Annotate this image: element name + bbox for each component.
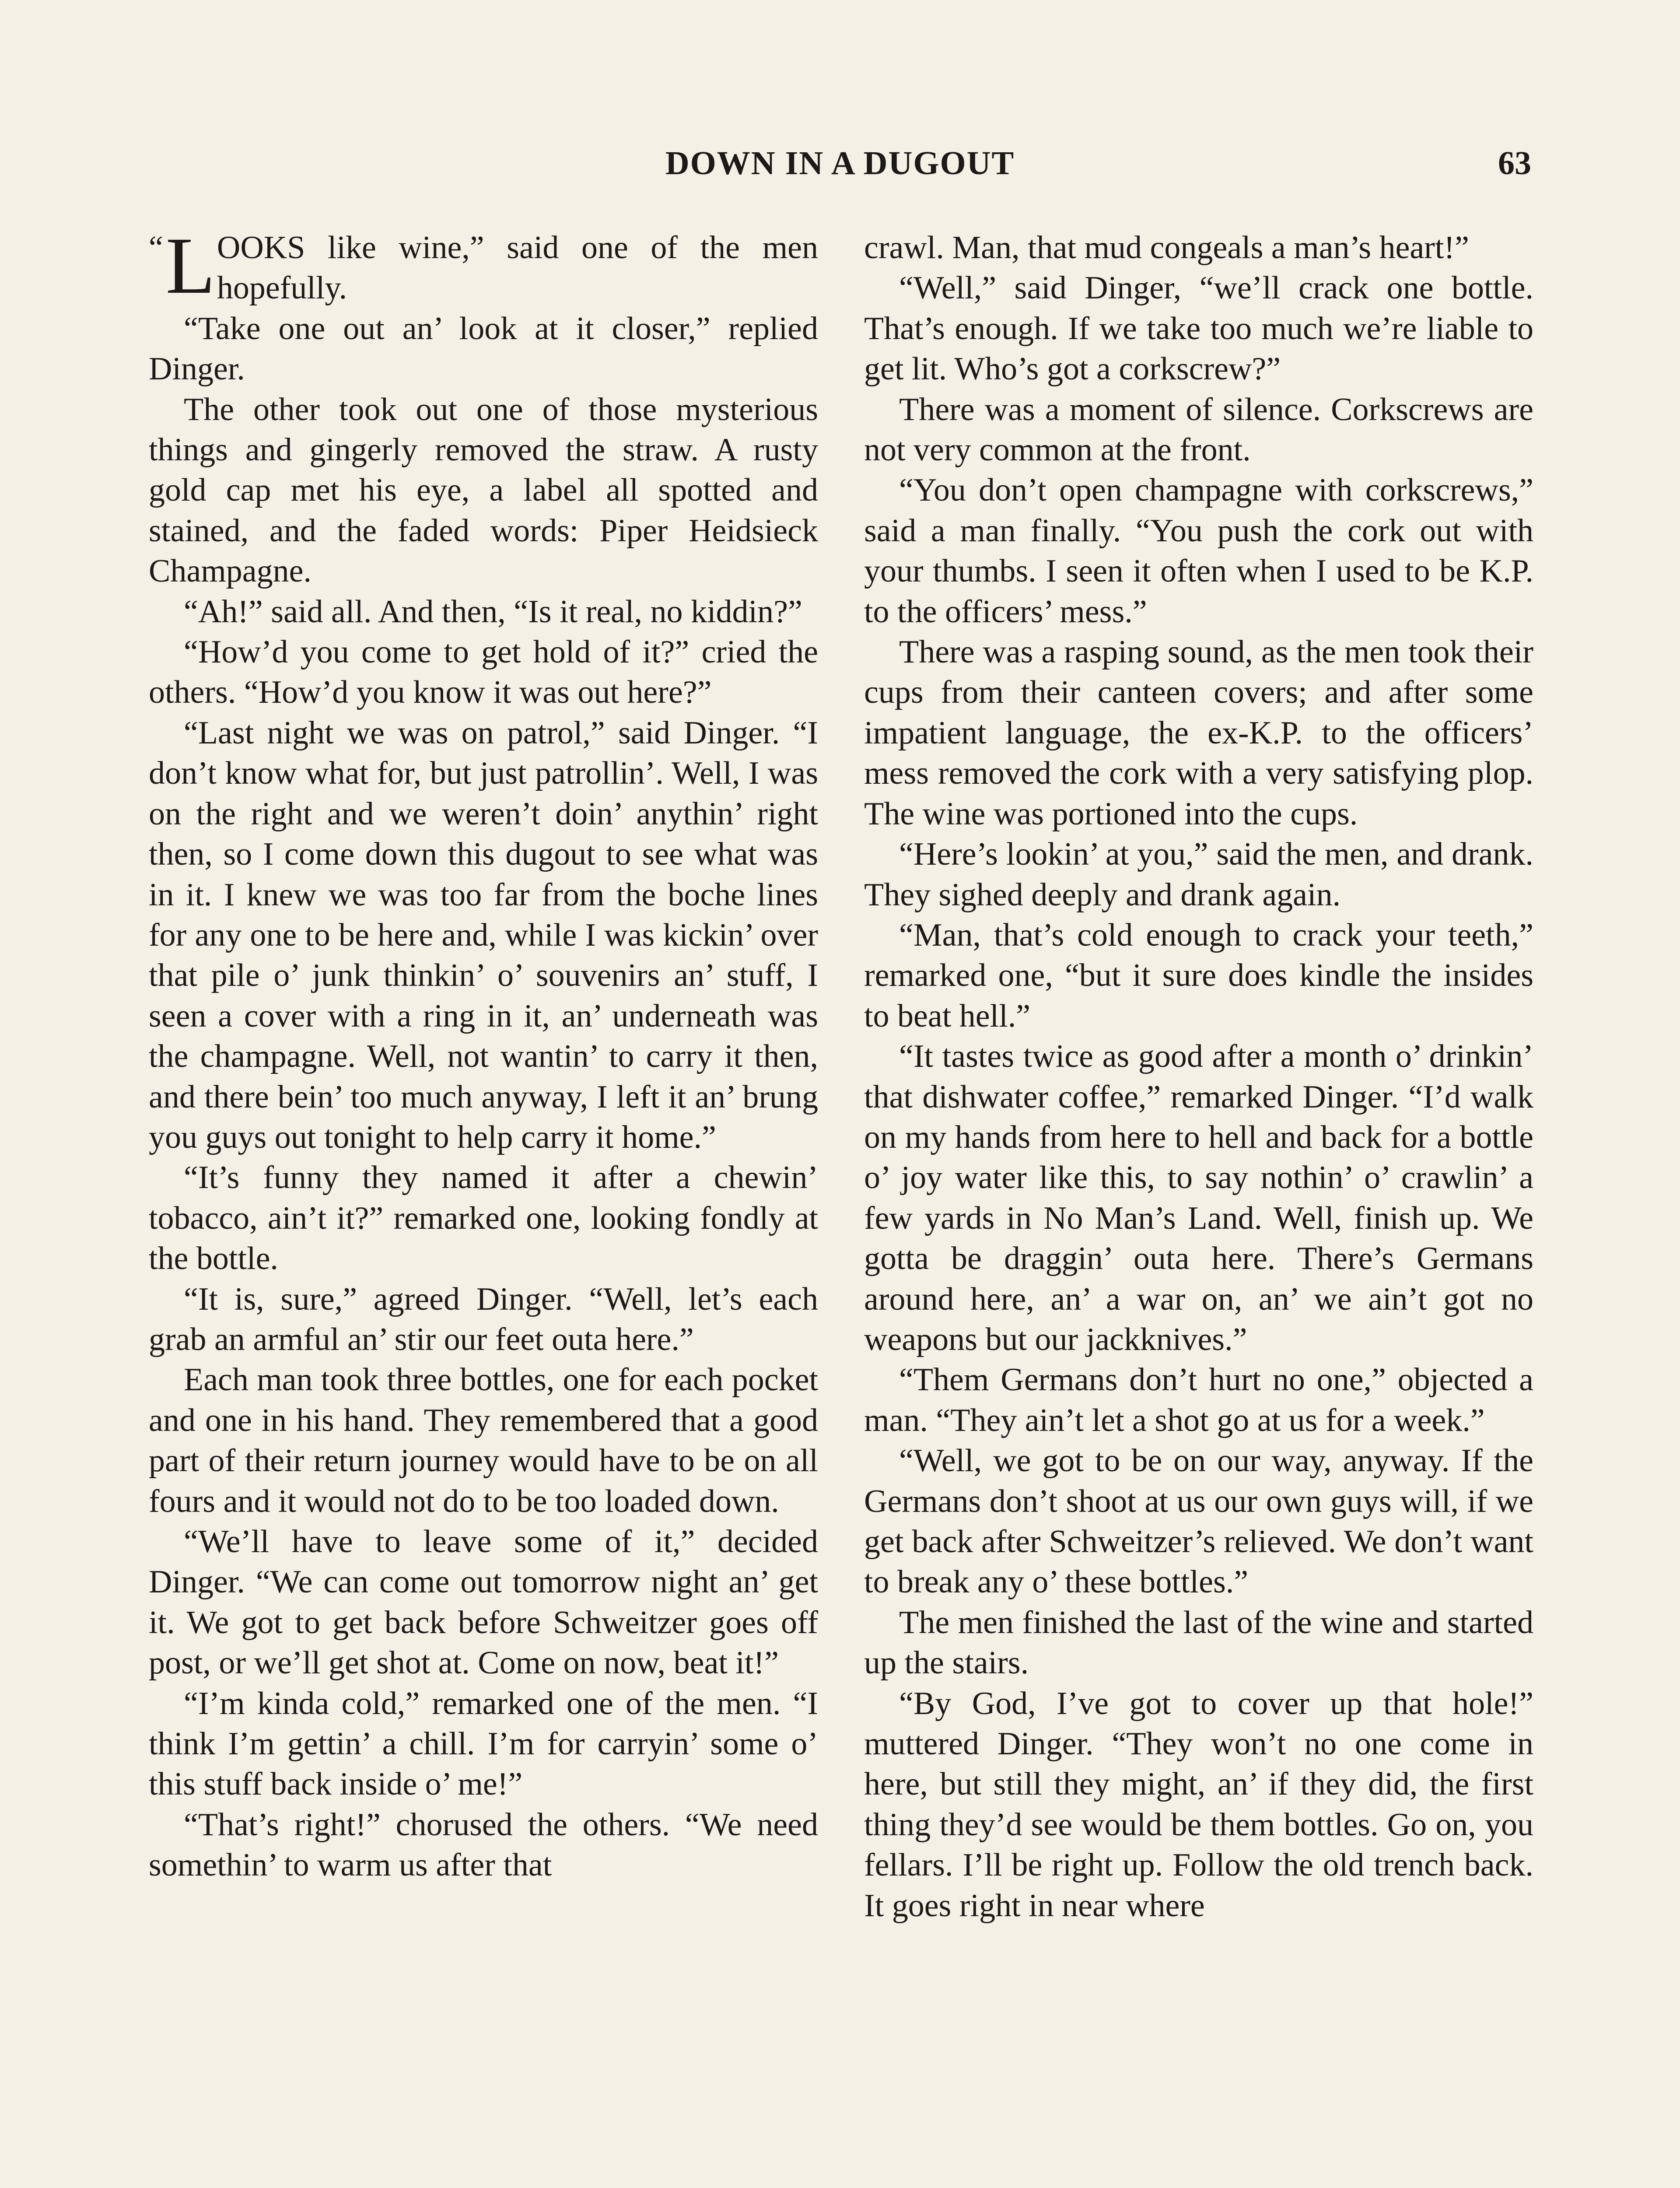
paragraph: “Them Germans don’t hurt no one,” objected a man. “They ain’t let a shot go at us for a week.”	[864, 1362, 1533, 1438]
paragraph: “Take one out an’ look at it closer,” replied Dinger.	[149, 310, 818, 387]
running-head	[149, 139, 1531, 187]
paragraph: Each man took three bottles, one for each pocket and one in his hand. They remembered that a good part of their return journey would have to be on all fours and it would not do to be too loaded down.	[149, 1362, 818, 1519]
running-title: DOWN IN A DUGOUT	[665, 145, 1015, 182]
paragraph: “Ah!” said all. And then, “Is it real, no kiddin?”	[184, 593, 802, 630]
paragraph: “It is, sure,” agreed Dinger. “Well, let’s each grab an armful an’ stir our feet outa here.”	[149, 1281, 818, 1357]
paragraph: There was a moment of silence. Corkscrews are not very common at the front.	[864, 391, 1533, 468]
paragraph: “Man, that’s cold enough to crack your teeth,” remarked one, “but it sure does kindle the insides to beat hell.”	[864, 917, 1533, 1034]
drop-cap: L	[165, 221, 215, 311]
opening-quote-mark: “	[149, 230, 163, 266]
paragraph: “Here’s lookin’ at you,” said the men, and drank. They sighed deeply and drank again.	[864, 836, 1533, 913]
paragraph: The other took out one of those mysterious things and gingerly removed the straw. A rusty gold cap met his eye, a label all spotted and stained, and the faded words: Piper Heidsieck Champagne.	[149, 391, 818, 589]
page-number: 63	[1498, 145, 1531, 182]
right-column	[864, 228, 1533, 1926]
paragraph: “You don’t open champagne with corkscrews,” said a man finally. “You push the cork out with your thumbs. I seen it often when I used to be K.P. to the officers’ mess.”	[864, 472, 1533, 630]
opening-paragraph	[149, 221, 818, 311]
left-column	[149, 221, 818, 1886]
paragraph: “I’m kinda cold,” remarked one of the men. “I think I’m gettin’ a chill. I’m for carryin’ some o’ this stuff back inside o’ me!”	[149, 1685, 818, 1802]
paragraph: “Well, we got to be on our way, anyway. If the Germans don’t shoot at us our own guys will, if we get back after Schweitzer’s relieved. We don’t want to break any o’ these bottles.”	[864, 1443, 1533, 1600]
paragraph: “We’ll have to leave some of it,” decided Dinger. “We can come out tomorrow night an’ get it. We got to get back before Schweitzer goes off post, or we’ll get shot at. Come on now, beat it!”	[149, 1524, 818, 1681]
continuation-paragraph: crawl. Man, that mud congeals a man’s heart!”	[864, 230, 1469, 266]
paragraph: “Last night we was on patrol,” said Dinger. “I don’t know what for, but just patrollin’. Well, I was on the right and we weren’t doin’ anythin’ right then, so I come down this dugout to see what was in it. I knew we was too far from the boche lines for any one to be here and, while I was kickin’ over that pile o’ junk thinkin’ o’ souvenirs an’ stuff, I seen a cover with a ring in it, an’ underneath was the champagne. Well, not wantin’ to carry it then, and there bein’ too much anyway, I left it an’ brung you guys out tonight to help carry it home.”	[149, 715, 818, 1155]
paragraph: There was a rasping sound, as the men took their cups from their canteen covers; and after some impatient language, the ex-K.P. to the officers’ mess removed the cork with a very satisfying plop. The wine was portioned into the cups.	[864, 634, 1533, 832]
paragraph: “That’s right!” chorused the others. “We need somethin’ to warm us after that	[149, 1806, 818, 1883]
opening-text: OOKS like wine,” said one of the men hopefully.	[217, 230, 818, 306]
paragraph: “By God, I’ve got to cover up that hole!” muttered Dinger. “They won’t no one come in here, but still they might, an’ if they did, the first thing they’d see would be them bottles. Go on, you fellars. I’ll be right up. Follow the old trench back. It goes right in near where	[864, 1685, 1533, 1924]
paragraph: “It tastes twice as good after a month o’ drinkin’ that dishwater coffee,” remarked Dinger. “I’d walk on my hands from here to hell and back for a bottle o’ joy water like this, to say nothin’ o’ crawlin’ a few yards in No Man’s Land. Well, finish up. We gotta be draggin’ outa here. There’s Germans around here, an’ a war on, an’ we ain’t got no weapons but our jackknives.”	[864, 1038, 1533, 1357]
paragraph: “Well,” said Dinger, “we’ll crack one bottle. That’s enough. If we take too much we’re liable to get lit. Who’s got a corkscrew?”	[864, 270, 1533, 387]
paragraph: The men finished the last of the wine and started up the stairs.	[864, 1604, 1533, 1681]
paragraph: “It’s funny they named it after a chewin’ tobacco, ain’t it?” remarked one, looking fondly at the bottle.	[149, 1160, 818, 1277]
paragraph: “How’d you come to get hold of it?” cried the others. “How’d you know it was out here?”	[149, 634, 818, 711]
